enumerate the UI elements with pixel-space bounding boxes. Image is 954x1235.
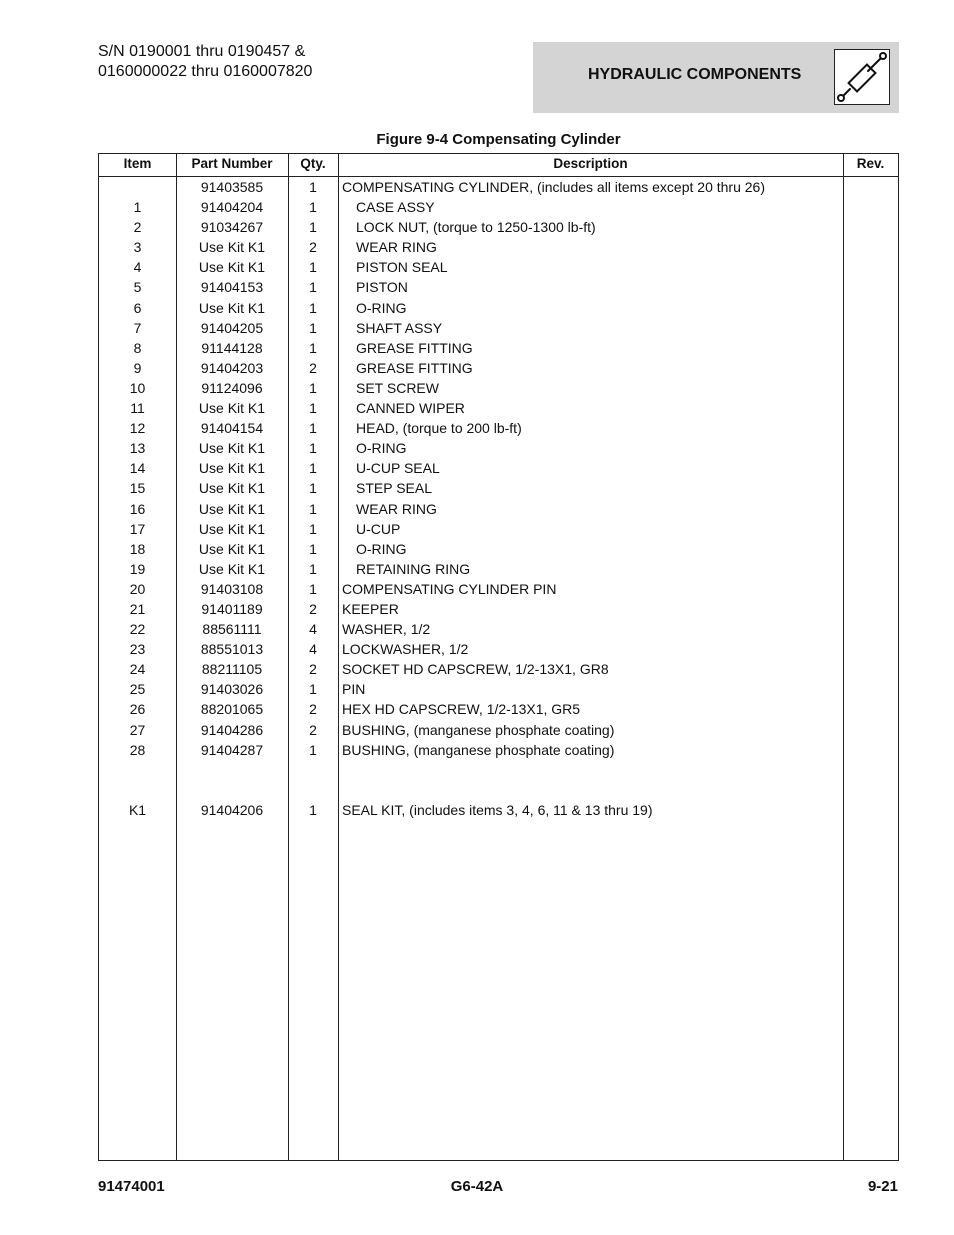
item-cell: 16	[129, 500, 146, 517]
table-row	[99, 438, 898, 458]
table-row	[99, 217, 898, 237]
part-number-cell: 91401189	[201, 600, 263, 617]
item-cell: 27	[129, 721, 146, 738]
part-number-cell: 91404204	[200, 199, 264, 216]
part-number-cell: Use Kit K1	[198, 480, 266, 497]
table-row	[99, 699, 898, 719]
qty-cell: 1	[309, 560, 317, 577]
item-cell: 6	[133, 299, 142, 316]
qty-cell: 1	[309, 741, 317, 758]
description-cell: PISTON SEAL	[356, 259, 448, 276]
qty-cell: 1	[309, 279, 317, 296]
item-cell: 17	[129, 520, 146, 537]
item-cell: 12	[129, 420, 146, 437]
footer-document-number: 91474001	[98, 1178, 165, 1195]
description-cell: GREASE FITTING	[356, 359, 473, 376]
table-row	[99, 740, 898, 760]
qty-cell: 2	[309, 721, 317, 738]
part-number-cell: Use Kit K1	[198, 400, 266, 417]
parts-table	[98, 153, 899, 1161]
item-cell: 3	[133, 239, 142, 256]
description-cell: U-CUP SEAL	[356, 460, 440, 477]
item-cell: 14	[129, 460, 146, 477]
part-number-cell: 91404287	[200, 741, 264, 758]
qty-cell: 2	[309, 239, 317, 256]
item-cell: 25	[129, 681, 146, 698]
item-cell: 4	[133, 259, 142, 276]
description-cell: RETAINING RING	[356, 560, 471, 577]
qty-cell: 2	[309, 701, 317, 718]
description-cell: CASE ASSY	[356, 199, 435, 216]
table-row	[99, 398, 898, 418]
item-cell: 24	[129, 661, 146, 678]
table-row	[99, 659, 898, 679]
section-title: HYDRAULIC COMPONENTS	[588, 66, 802, 83]
table-row	[99, 559, 898, 579]
part-number-cell: 91403585	[200, 179, 264, 195]
description-cell: COMPENSATING CYLINDER, (includes all items except 20 thru 26)	[342, 179, 765, 195]
figure-title: Figure 9-4 Compensating Cylinder	[376, 131, 621, 148]
qty-cell: 4	[309, 621, 317, 638]
table-row	[99, 619, 898, 639]
qty-cell: 1	[309, 219, 317, 236]
table-row	[99, 720, 898, 740]
item-cell: 9	[133, 359, 142, 376]
part-number-cell: 91404154	[200, 420, 264, 437]
qty-cell: 1	[309, 540, 317, 557]
table-row	[99, 378, 898, 398]
item-cell: 15	[129, 480, 146, 497]
description-cell: PISTON	[356, 279, 408, 296]
table-row	[99, 639, 898, 659]
qty-cell: 1	[309, 460, 317, 477]
serial-line-2: 0160000022 thru 0160007820	[98, 63, 313, 80]
part-number-cell: Use Kit K1	[198, 520, 266, 537]
description-cell: COMPENSATING CYLINDER PIN	[342, 580, 557, 597]
hydraulic-cylinder-icon	[834, 49, 890, 105]
table-row	[99, 458, 898, 478]
part-number-cell: Use Kit K1	[198, 299, 266, 316]
qty-cell: 1	[309, 299, 317, 316]
table-body	[99, 177, 898, 820]
item-cell: 2	[133, 219, 142, 236]
table-row	[99, 338, 898, 358]
qty-cell: 1	[309, 199, 317, 216]
table-row	[99, 679, 898, 699]
qty-cell: 1	[309, 339, 317, 356]
qty-cell: 2	[309, 359, 317, 376]
serial-line-1: S/N 0190001 thru 0190457 &	[98, 43, 306, 60]
description-cell: CANNED WIPER	[356, 400, 465, 417]
footer-model: G6-42A	[450, 1178, 504, 1195]
table-row	[99, 418, 898, 438]
description-cell: LOCK NUT, (torque to 1250-1300 lb-ft)	[356, 219, 596, 236]
part-number-cell: Use Kit K1	[198, 239, 266, 256]
qty-cell: 1	[309, 520, 317, 537]
table-row	[99, 197, 898, 217]
table-row	[99, 177, 898, 197]
part-number-cell: 91124096	[201, 379, 263, 396]
item-cell: 20	[129, 580, 146, 597]
item-cell: 11	[130, 400, 145, 417]
item-cell: 26	[129, 701, 146, 718]
table-row	[99, 277, 898, 297]
item-cell: 23	[129, 641, 146, 658]
column-header-description: Description	[553, 156, 628, 171]
description-cell: PIN	[342, 681, 366, 698]
part-number-cell: Use Kit K1	[198, 540, 266, 557]
part-number-cell: 91034267	[200, 219, 264, 236]
footer-page-number: 9-21	[867, 1178, 898, 1195]
table-row	[99, 579, 898, 599]
item-cell: 10	[129, 379, 146, 396]
part-number-cell: 91403026	[200, 681, 264, 698]
qty-cell: 4	[309, 641, 317, 658]
item-cell: 22	[129, 621, 146, 638]
item-cell: 21	[129, 600, 146, 617]
part-number-cell: 91403108	[200, 580, 264, 597]
description-cell: U-CUP	[356, 520, 401, 537]
part-number-cell: 91404205	[200, 319, 264, 336]
description-cell: STEP SEAL	[356, 480, 433, 497]
column-header-part-number: Part Number	[191, 156, 273, 171]
item-cell: 28	[129, 741, 146, 758]
description-cell: O-RING	[356, 540, 407, 557]
item-cell: 18	[129, 540, 146, 557]
table-row	[99, 478, 898, 498]
qty-cell: 1	[309, 500, 317, 517]
description-cell: WASHER, 1/2	[342, 621, 431, 638]
table-row	[99, 318, 898, 338]
qty-cell: 1	[309, 259, 317, 276]
description-cell: O-RING	[356, 440, 407, 457]
qty-cell: 1	[309, 179, 317, 195]
item-cell: 7	[133, 319, 142, 336]
part-number-cell: 91404286	[200, 721, 264, 738]
description-cell: SEAL KIT, (includes items 3, 4, 6, 11 & 13 thru 19)	[342, 801, 653, 818]
qty-cell: 1	[309, 440, 317, 457]
part-number-cell: Use Kit K1	[198, 259, 266, 276]
item-cell: 13	[129, 440, 146, 457]
description-cell: LOCKWASHER, 1/2	[342, 641, 469, 658]
column-header-item: Item	[123, 156, 152, 171]
part-number-cell: 88561111	[202, 621, 262, 638]
table-row	[99, 519, 898, 539]
qty-cell: 2	[309, 600, 317, 617]
description-cell: WEAR RING	[356, 500, 437, 517]
description-cell: WEAR RING	[356, 239, 437, 256]
description-cell: HEX HD CAPSCREW, 1/2-13X1, GR5	[342, 701, 581, 718]
description-cell: KEEPER	[342, 600, 399, 617]
table-row	[99, 358, 898, 378]
description-cell: BUSHING, (manganese phosphate coating)	[342, 741, 615, 758]
description-cell: GREASE FITTING	[356, 339, 473, 356]
part-number-cell: Use Kit K1	[198, 560, 266, 577]
part-number-cell: 91404153	[200, 279, 264, 296]
description-cell: SOCKET HD CAPSCREW, 1/2-13X1, GR8	[342, 661, 609, 678]
part-number-cell: 88211105	[201, 661, 263, 678]
qty-cell: 1	[309, 681, 317, 698]
column-header-rev: Rev.	[856, 156, 885, 171]
part-number-cell: Use Kit K1	[198, 440, 266, 457]
item-cell: 8	[133, 339, 142, 356]
qty-cell: 1	[309, 801, 317, 818]
qty-cell: 1	[309, 319, 317, 336]
column-header-qty: Qty.	[300, 156, 326, 171]
table-row	[99, 298, 898, 318]
table-row	[99, 237, 898, 257]
qty-cell: 1	[309, 580, 317, 597]
table-row	[99, 257, 898, 277]
part-number-cell: 88201065	[200, 701, 264, 718]
description-cell: SHAFT ASSY	[356, 319, 443, 336]
item-cell: 1	[133, 199, 142, 216]
description-cell: SET SCREW	[356, 379, 439, 396]
qty-cell: 1	[309, 379, 317, 396]
part-number-cell: Use Kit K1	[198, 500, 266, 517]
serial-number-range	[98, 42, 312, 82]
description-cell: O-RING	[356, 299, 407, 316]
table-row	[99, 599, 898, 619]
table-row	[99, 800, 898, 820]
item-cell: K1	[128, 801, 147, 818]
description-cell: HEAD, (torque to 200 lb-ft)	[356, 420, 522, 437]
part-number-cell: 91404206	[200, 801, 264, 818]
part-number-cell: 91404203	[200, 359, 264, 376]
qty-cell: 1	[309, 480, 317, 497]
table-row	[99, 539, 898, 559]
table-spacer	[99, 760, 898, 800]
description-cell: BUSHING, (manganese phosphate coating)	[342, 721, 615, 738]
part-number-cell: 88551013	[200, 641, 264, 658]
item-cell: 19	[129, 560, 146, 577]
qty-cell: 1	[309, 400, 317, 417]
part-number-cell: 91144128	[201, 339, 263, 356]
part-number-cell: Use Kit K1	[198, 460, 266, 477]
qty-cell: 1	[309, 420, 317, 437]
table-row	[99, 499, 898, 519]
section-header	[533, 42, 899, 113]
item-cell: 5	[133, 279, 142, 296]
qty-cell: 2	[309, 661, 317, 678]
